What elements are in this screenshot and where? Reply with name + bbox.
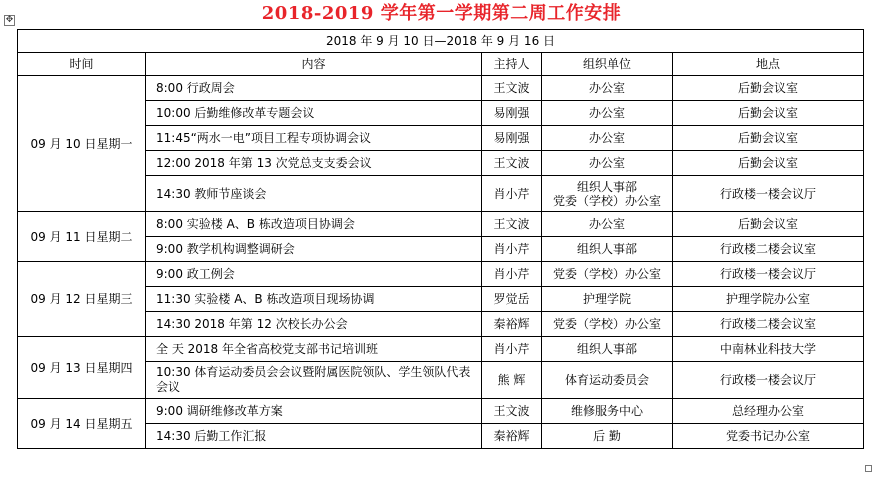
- resize-square-icon[interactable]: [865, 465, 872, 472]
- table-row: [18, 212, 864, 237]
- event-organizer: 组织人事部: [542, 237, 673, 262]
- event-content: 9:00 调研维修改革方案: [146, 399, 482, 424]
- event-organizer: 护理学院: [542, 287, 673, 312]
- event-organizer: 办公室: [542, 76, 673, 101]
- event-content: 11:30 实验楼 A、B 栋改造项目现场协调: [146, 287, 482, 312]
- event-host: 肖小芹: [482, 337, 542, 362]
- event-host: 易刚强: [482, 101, 542, 126]
- event-host: 熊 辉: [482, 362, 542, 399]
- event-host: 罗觉岳: [482, 287, 542, 312]
- event-organizer: 党委（学校）办公室: [542, 312, 673, 337]
- event-host: 秦裕辉: [482, 312, 542, 337]
- event-host: 王文波: [482, 151, 542, 176]
- column-header: 地点: [673, 53, 864, 76]
- event-content: 9:00 教学机构调整调研会: [146, 237, 482, 262]
- event-host: 肖小芹: [482, 262, 542, 287]
- event-location: 行政楼一楼会议厅: [673, 362, 864, 399]
- event-content: 14:30 2018 年第 12 次校长办公会: [146, 312, 482, 337]
- event-content: 8:00 实验楼 A、B 栋改造项目协调会: [146, 212, 482, 237]
- event-host: 王文波: [482, 212, 542, 237]
- day-label: 09 月 14 日星期五: [18, 399, 146, 449]
- event-host: 易刚强: [482, 126, 542, 151]
- event-content: 14:30 教师节座谈会: [146, 176, 482, 212]
- event-organizer: 组织人事部: [542, 337, 673, 362]
- event-organizer: 党委（学校）办公室: [542, 262, 673, 287]
- event-content: 12:00 2018 年第 13 次党总支支委会议: [146, 151, 482, 176]
- event-organizer: 维修服务中心: [542, 399, 673, 424]
- event-location: 后勤会议室: [673, 212, 864, 237]
- event-host: 秦裕辉: [482, 424, 542, 449]
- event-location: 后勤会议室: [673, 76, 864, 101]
- table-row: [18, 76, 864, 101]
- date-range-row: [18, 30, 864, 53]
- move-arrows-icon[interactable]: ✥: [5, 15, 14, 25]
- event-organizer: 办公室: [542, 126, 673, 151]
- event-content: 8:00 行政周会: [146, 76, 482, 101]
- day-label: 09 月 10 日星期一: [18, 76, 146, 212]
- event-location: 行政楼二楼会议室: [673, 312, 864, 337]
- event-organizer: 办公室: [542, 212, 673, 237]
- table-row: [18, 337, 864, 362]
- event-organizer: 后 勤: [542, 424, 673, 449]
- event-location: 行政楼一楼会议厅: [673, 176, 864, 212]
- event-location: 行政楼二楼会议室: [673, 237, 864, 262]
- event-location: 后勤会议室: [673, 101, 864, 126]
- event-location: 后勤会议室: [673, 151, 864, 176]
- event-host: 王文波: [482, 399, 542, 424]
- table-row: [18, 399, 864, 424]
- column-header: 主持人: [482, 53, 542, 76]
- day-label: 09 月 12 日星期三: [18, 262, 146, 337]
- column-header: 内容: [146, 53, 482, 76]
- date-range: 2018 年 9 月 10 日—2018 年 9 月 16 日: [18, 30, 864, 53]
- event-organizer: 办公室: [542, 101, 673, 126]
- event-location: 中南林业科技大学: [673, 337, 864, 362]
- event-organizer: 组织人事部 党委（学校）办公室: [542, 176, 673, 212]
- column-header: 时间: [18, 53, 146, 76]
- schedule-table: [17, 29, 864, 449]
- event-location: 后勤会议室: [673, 126, 864, 151]
- day-label: 09 月 11 日星期二: [18, 212, 146, 262]
- header-row: [18, 53, 864, 76]
- event-location: 行政楼一楼会议厅: [673, 262, 864, 287]
- event-organizer: 体育运动委员会: [542, 362, 673, 399]
- event-content: 10:00 后勤维修改革专题会议: [146, 101, 482, 126]
- event-host: 肖小芹: [482, 237, 542, 262]
- event-organizer: 办公室: [542, 151, 673, 176]
- event-location: 护理学院办公室: [673, 287, 864, 312]
- event-content: 10:30 体育运动委员会会议暨附属医院领队、学生领队代表会议: [146, 362, 482, 399]
- event-location: 总经理办公室: [673, 399, 864, 424]
- event-host: 王文波: [482, 76, 542, 101]
- event-location: 党委书记办公室: [673, 424, 864, 449]
- column-header: 组织单位: [542, 53, 673, 76]
- table-row: [18, 262, 864, 287]
- event-content: 11:45“两水一电”项目工程专项协调会议: [146, 126, 482, 151]
- event-content: 9:00 政工例会: [146, 262, 482, 287]
- event-content: 全 天 2018 年全省高校党支部书记培训班: [146, 337, 482, 362]
- document-title: 2018-2019 学年第一学期第二周工作安排: [261, 3, 622, 24]
- event-host: 肖小芹: [482, 176, 542, 212]
- day-label: 09 月 13 日星期四: [18, 337, 146, 399]
- event-content: 14:30 后勤工作汇报: [146, 424, 482, 449]
